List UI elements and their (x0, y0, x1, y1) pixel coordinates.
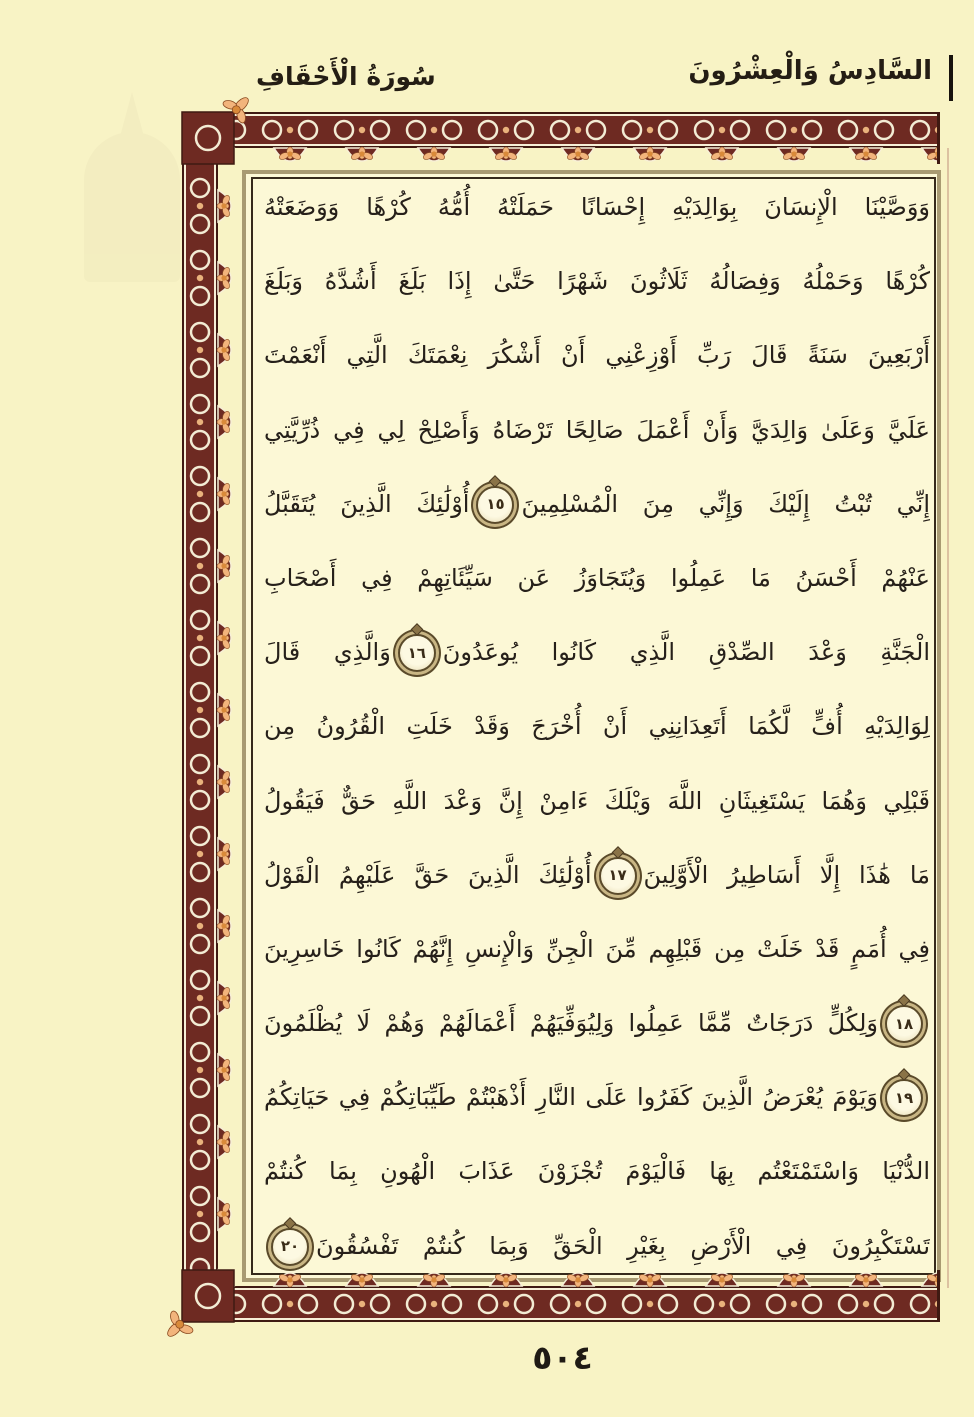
border-top-band (182, 112, 940, 164)
quran-line-8 (264, 689, 930, 763)
quran-line-3 (264, 318, 930, 392)
quran-line-4 (264, 393, 930, 467)
ayah-text: عَنْهُمْ أَحْسَنُ مَا عَمِلُوا وَيُتَجَاوَزُ عَن سَيِّئَاتِهِمْ فِي أَصْحَابِ (264, 563, 930, 592)
quran-line-13 (264, 1060, 930, 1134)
verse-end-medallion (599, 857, 637, 895)
verse-end-medallion (476, 486, 514, 524)
ayah-text: كُرْهًا وَحَمْلُهُ وَفِصَالُهُ ثَلَاثُونَ شَهْرًا حَتَّىٰ إِذَا بَلَغَ أَشُدَّهُ وَبَلَغَ (264, 267, 930, 296)
quran-line-11 (264, 912, 930, 986)
ayah-text: أُوْلَٰئِكَ الَّذِينَ حَقَّ عَلَيْهِمُ الْقَوْلُ (264, 860, 592, 889)
corner-ornament-bottom-left (157, 1270, 234, 1347)
quran-line-2 (264, 244, 930, 318)
watermark-dome (84, 132, 180, 282)
quran-line-7 (264, 615, 930, 689)
verse-end-medallion (885, 1005, 923, 1043)
ayah-text: تَسْتَكْبِرُونَ فِي الْأَرْضِ بِغَيْرِ الْحَقِّ وَبِمَا كُنتُمْ تَفْسُقُونَ (316, 1231, 930, 1260)
mosque-dome-watermark (84, 92, 180, 282)
ayah-text: فِي أُمَمٍ قَدْ خَلَتْ مِن قَبْلِهِم مِّنَ الْجِنِّ وَالْإِنسِ إِنَّهُمْ كَانُوا خَاسِرِينَ (264, 934, 930, 963)
surah-header: سُورَةُ الْأَحْقَافِ (256, 62, 436, 91)
verse-number: ١٨ (894, 1014, 914, 1033)
ayah-text: عَلَيَّ وَعَلَىٰ وَالِدَيَّ وَأَنْ أَعْمَلَ صَالِحًا تَرْضَاهُ وَأَصْلِحْ لِي فِي ذُرِّيَّتِي (264, 415, 930, 444)
quran-line-1 (264, 170, 930, 244)
quran-line-10 (264, 838, 930, 912)
quran-line-15 (264, 1209, 930, 1283)
page-number: ٥٠٤ (532, 1338, 593, 1377)
quran-line-12 (264, 986, 930, 1060)
quran-text-block (264, 170, 930, 1284)
verse-number: ١٥ (486, 495, 505, 514)
scan-edge-mark (949, 55, 953, 101)
ayah-text: قَبْلِي وَهُمَا يَسْتَغِيثَانِ اللَّهَ وَيْلَكَ ءَامِنْ إِنَّ وَعْدَ اللَّهِ حَقٌّ فَيَقُولُ (264, 786, 930, 815)
juz-header: السَّادِسُ وَالْعِشْرُونَ (688, 56, 932, 86)
ayah-text: وَيَوْمَ يُعْرَضُ الَّذِينَ كَفَرُوا عَلَى النَّارِ أَذْهَبْتُمْ طَيِّبَاتِكُمْ فِي حَيَاتِكُمُ (264, 1083, 878, 1112)
ayah-text: وَالَّذِي قَالَ (264, 638, 391, 667)
quran-line-5 (264, 467, 930, 541)
ayah-text: أُوْلَٰئِكَ الَّذِينَ يُتَقَبَّلُ (264, 489, 470, 518)
verse-end-medallion (885, 1079, 923, 1117)
verse-end-medallion (271, 1228, 309, 1266)
verse-number: ١٩ (894, 1088, 914, 1107)
verse-number: ١٦ (407, 643, 426, 662)
ayah-text: مَا هَٰذَا إِلَّا أَسَاطِيرُ الْأَوَّلِينَ (643, 860, 930, 889)
quran-line-14 (264, 1134, 930, 1208)
ayah-text: وَوَصَّيْنَا الْإِنسَانَ بِوَالِدَيْهِ إِحْسَانًا حَمَلَتْهُ أُمُّهُ كُرْهًا وَوَضَعَتْهُ (264, 193, 930, 221)
verse-number: ١٧ (608, 866, 627, 885)
quran-line-9 (264, 764, 930, 838)
ayah-text: الْجَنَّةِ وَعْدَ الصِّدْقِ الَّذِي كَانُوا يُوعَدُونَ (442, 638, 930, 667)
ayah-text: لِوَالِدَيْهِ أُفٍّ لَّكُمَا أَتَعِدَانِنِي أَنْ أُخْرَجَ وَقَدْ خَلَتِ الْقُرُونُ مِن (264, 712, 930, 741)
ayah-text: وَلِكُلٍّ دَرَجَاتٌ مِّمَّا عَمِلُوا وَلِيُوَفِّيَهُمْ أَعْمَالَهُمْ وَهُمْ لَا يُظْلَمُونَ (264, 1009, 878, 1038)
verse-number: ٢٠ (280, 1237, 300, 1256)
ayah-text: الدُّنْيَا وَاسْتَمْتَعْتُم بِهَا فَالْيَوْمَ تُجْزَوْنَ عَذَابَ الْهُونِ بِمَا كُنتُمْ (264, 1157, 930, 1186)
border-left-band (182, 112, 234, 1322)
ayah-text: إِنِّي تُبْتُ إِلَيْكَ وَإِنِّي مِنَ الْمُسْلِمِينَ (521, 489, 930, 518)
ayah-text: أَرْبَعِينَ سَنَةً قَالَ رَبِّ أَوْزِعْنِي أَنْ أَشْكُرَ نِعْمَتَكَ الَّتِي أَنْعَمْتَ (264, 341, 930, 370)
quran-line-6 (264, 541, 930, 615)
verse-end-medallion (398, 634, 436, 672)
